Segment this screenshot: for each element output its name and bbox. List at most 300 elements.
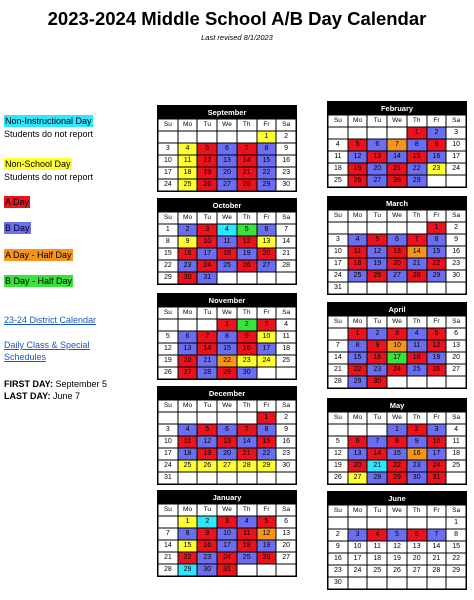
day-cell: 21 [197,355,217,367]
day-cell: 30 [276,460,296,472]
weekday-header: Mo [348,210,368,222]
weekday-header: Su [158,119,178,131]
day-cell: 5 [328,436,348,448]
day-cell: 25 [407,364,427,376]
day-cell: 12 [348,151,368,163]
day-cell: 27 [276,552,296,564]
day-cell: 1 [427,222,447,234]
day-cell: 9 [427,139,447,151]
day-cell: 14 [427,541,447,553]
day-cell: 12 [257,528,277,540]
weekday-header: We [217,400,237,412]
day-cell: 13 [348,448,368,460]
day-cell: 19 [197,167,217,179]
day-cell [178,472,198,484]
day-cell: 12 [328,448,348,460]
day-cell: 8 [257,424,277,436]
day-cell [276,564,296,576]
weekday-header: Th [237,307,257,319]
legend-non-instructional-sub: Students do not report [4,129,94,139]
legend-b-day-label: B Day [5,223,30,233]
day-cell: 10 [158,436,178,448]
legend-non-school-sub: Students do not report [4,172,94,182]
day-cell: 25 [217,260,237,272]
day-cell [237,564,257,576]
day-cell: 18 [178,167,198,179]
day-cell: 6 [367,139,387,151]
day-cell: 24 [197,260,217,272]
day-cell: 13 [367,151,387,163]
legend-b-half-label: B Day - Half Day [5,276,73,286]
day-cell: 14 [387,151,407,163]
day-cell: 23 [197,552,217,564]
day-cell: 14 [328,352,348,364]
day-cell: 17 [197,248,217,260]
day-cell [328,127,348,139]
day-cell [427,577,447,589]
day-cell: 24 [217,552,237,564]
month-june [327,491,467,590]
day-cell: 26 [257,552,277,564]
day-cell: 16 [178,248,198,260]
legend-non-instructional-label: Non-Instructional Day [5,116,92,126]
weekday-header: Su [158,400,178,412]
day-cell: 4 [178,424,198,436]
day-cell: 9 [446,234,466,246]
day-cell [158,319,178,331]
day-cell: 23 [237,355,257,367]
weekday-header: Th [407,505,427,517]
day-cell [237,472,257,484]
weekday-header: Th [237,504,257,516]
day-cell: 1 [217,319,237,331]
day-cell: 29 [257,179,277,191]
weekday-header: Mo [348,505,368,517]
day-cell: 26 [348,175,368,187]
day-cell: 3 [328,234,348,246]
weekday-header: Sa [446,505,466,517]
day-cell: 15 [387,448,407,460]
day-cell: 11 [217,236,237,248]
day-cell: 12 [367,246,387,258]
weekday-header: Th [407,115,427,127]
day-cell: 7 [237,143,257,155]
weekday-header: Th [407,412,427,424]
day-cell: 10 [328,246,348,258]
weekday-header: Mo [348,115,368,127]
day-cell: 25 [178,179,198,191]
day-cell: 31 [328,282,348,294]
day-cell: 9 [237,331,257,343]
day-cell: 30 [407,472,427,484]
month-title: June [328,492,466,505]
day-cell: 18 [348,258,368,270]
day-cell: 21 [237,167,257,179]
day-cell: 22 [407,163,427,175]
day-cell: 15 [427,246,447,258]
day-cell: 19 [328,460,348,472]
day-cell: 26 [387,565,407,577]
day-cell: 10 [427,436,447,448]
day-cell [427,517,447,529]
day-cell: 20 [217,448,237,460]
day-cell [217,272,237,284]
month-title: March [328,197,466,210]
day-cell: 4 [446,424,466,436]
day-cell [387,282,407,294]
day-cell: 8 [217,331,237,343]
day-cell: 28 [197,367,217,379]
day-cell [427,175,447,187]
month-grid [158,307,296,379]
day-cell: 2 [197,516,217,528]
day-cell: 17 [257,343,277,355]
weekday-header: Tu [197,212,217,224]
day-cell: 30 [367,376,387,388]
weekday-header: Su [158,307,178,319]
day-cell: 18 [446,448,466,460]
weekday-header: Mo [348,316,368,328]
day-cell: 8 [257,143,277,155]
last-day-value: June 7 [53,391,81,401]
day-cell: 4 [348,234,368,246]
day-cell: 28 [407,270,427,282]
day-cell: 10 [217,528,237,540]
day-cell: 11 [446,436,466,448]
day-cell [257,472,277,484]
weekday-header: Mo [178,212,198,224]
month-grid [158,212,296,284]
day-cell: 7 [197,331,217,343]
day-cell: 28 [237,460,257,472]
legend-non-school [4,158,93,182]
weekday-header: Mo [178,307,198,319]
day-cell: 23 [178,260,198,272]
day-cell: 15 [257,155,277,167]
revision-note: Last revised 8/1/2023 [201,33,273,42]
day-cell [276,367,296,379]
day-cell: 9 [407,436,427,448]
day-cell: 21 [328,364,348,376]
day-cell: 14 [197,343,217,355]
weekday-header: Su [158,504,178,516]
day-cell: 27 [367,175,387,187]
day-cell: 28 [328,376,348,388]
day-cell: 20 [387,258,407,270]
day-cell: 21 [387,163,407,175]
day-cell: 11 [276,331,296,343]
weekday-header: Fr [427,412,447,424]
month-october [157,198,297,285]
day-cell: 13 [407,541,427,553]
weekday-header: Mo [348,412,368,424]
month-december [157,386,297,485]
weekday-header: Mo [178,400,198,412]
day-cell: 18 [367,553,387,565]
day-cell: 21 [276,248,296,260]
day-cell: 25 [328,175,348,187]
day-cell: 31 [197,272,217,284]
weekday-header: Fr [257,504,277,516]
day-cell: 18 [217,248,237,260]
day-cell: 11 [178,155,198,167]
day-cell: 11 [348,246,368,258]
month-title: November [158,294,296,307]
day-cell: 8 [178,528,198,540]
day-cell: 25 [178,460,198,472]
month-march [327,196,467,295]
day-cell: 7 [407,234,427,246]
day-cell: 22 [257,167,277,179]
day-cell: 29 [217,367,237,379]
day-cell: 26 [367,270,387,282]
day-cell: 8 [427,234,447,246]
day-cell [257,564,277,576]
legend-b-day [4,222,31,234]
day-cell: 6 [387,234,407,246]
month-grid [158,119,296,191]
day-cell: 28 [387,175,407,187]
month-grid [158,400,296,484]
day-cell: 16 [367,352,387,364]
day-cell [158,131,178,143]
day-cell [427,282,447,294]
day-cell: 19 [158,355,178,367]
weekday-header: Sa [446,115,466,127]
weekday-header: We [387,115,407,127]
day-cell [348,127,368,139]
day-cell: 22 [158,260,178,272]
day-cell: 24 [387,364,407,376]
day-cell: 18 [328,163,348,175]
day-cell: 16 [197,540,217,552]
weekday-header: Tu [197,119,217,131]
day-cell: 5 [387,529,407,541]
weekday-header: Sa [446,316,466,328]
day-cell: 7 [237,424,257,436]
day-cell: 27 [217,460,237,472]
day-cell: 15 [446,541,466,553]
day-cell: 30 [276,179,296,191]
day-cell: 20 [257,248,277,260]
last-day-row: LAST DAY: June 7 [4,391,81,401]
day-cell: 29 [407,175,427,187]
day-cell: 1 [407,127,427,139]
day-cell: 14 [407,246,427,258]
day-cell: 1 [178,516,198,528]
day-cell: 8 [446,529,466,541]
weekday-header: Tu [197,400,217,412]
day-cell: 7 [367,436,387,448]
day-cell: 7 [387,139,407,151]
weekday-header: Th [407,316,427,328]
day-cell: 30 [328,577,348,589]
weekday-header: Mo [178,504,198,516]
day-cell: 5 [197,424,217,436]
day-cell: 4 [367,529,387,541]
day-cell: 17 [158,448,178,460]
day-cell: 6 [348,436,368,448]
day-cell: 11 [178,436,198,448]
month-grid [328,210,466,294]
day-cell: 9 [367,340,387,352]
day-cell: 3 [197,224,217,236]
day-cell [197,472,217,484]
day-cell: 20 [367,163,387,175]
weekday-header: Fr [427,115,447,127]
legend-a-day [4,196,30,208]
day-cell: 6 [217,143,237,155]
day-cell: 10 [446,139,466,151]
month-grid [158,504,296,576]
day-cell: 11 [367,541,387,553]
day-cell: 3 [158,143,178,155]
day-cell: 11 [407,340,427,352]
day-cell: 3 [257,319,277,331]
day-cell: 13 [257,236,277,248]
weekday-header: Sa [276,212,296,224]
weekday-header: We [217,212,237,224]
weekday-header: We [217,119,237,131]
day-cell: 28 [427,565,447,577]
legend-b-half [4,275,73,287]
day-cell: 7 [158,528,178,540]
day-cell: 27 [348,472,368,484]
month-title: October [158,199,296,212]
day-cell: 27 [217,179,237,191]
day-cell: 6 [446,328,466,340]
day-cell: 5 [348,139,368,151]
day-cell: 9 [276,143,296,155]
day-cell: 8 [407,139,427,151]
month-title: January [158,491,296,504]
day-cell: 29 [348,376,368,388]
day-cell: 10 [197,236,217,248]
day-cell: 3 [427,424,447,436]
day-cell: 26 [158,367,178,379]
weekday-header: Tu [197,504,217,516]
day-cell: 30 [178,272,198,284]
day-cell: 5 [367,234,387,246]
day-cell: 9 [197,528,217,540]
month-may [327,398,467,485]
day-cell [348,222,368,234]
day-cell: 23 [276,167,296,179]
day-cell: 17 [387,352,407,364]
day-cell: 22 [427,258,447,270]
day-cell: 16 [407,448,427,460]
daily-schedule-link-line1[interactable]: Daily Class & Special [4,340,90,350]
day-cell [158,516,178,528]
day-cell: 17 [427,448,447,460]
day-cell: 29 [387,472,407,484]
day-cell [427,376,447,388]
day-cell [387,222,407,234]
day-cell: 25 [237,552,257,564]
legend-non-instructional [4,115,93,139]
day-cell: 2 [276,412,296,424]
month-grid [328,316,466,388]
day-cell: 22 [178,552,198,564]
weekday-header: Tu [367,505,387,517]
day-cell [348,424,368,436]
day-cell [387,127,407,139]
day-cell: 14 [237,155,257,167]
daily-schedule-link-line2[interactable]: Schedules [4,352,47,362]
day-cell: 4 [328,139,348,151]
weekday-header: We [387,505,407,517]
weekday-header: Su [328,115,348,127]
day-cell: 9 [328,541,348,553]
day-cell: 21 [158,552,178,564]
day-cell [446,376,466,388]
day-cell: 29 [257,460,277,472]
day-cell [387,517,407,529]
day-cell: 23 [328,565,348,577]
day-cell: 29 [178,564,198,576]
day-cell: 20 [407,553,427,565]
day-cell: 5 [158,331,178,343]
day-cell: 15 [217,343,237,355]
month-title: September [158,106,296,119]
day-cell: 16 [446,246,466,258]
day-cell: 17 [158,167,178,179]
day-cell: 1 [257,412,277,424]
day-cell [197,319,217,331]
day-cell [367,127,387,139]
day-cell: 13 [217,155,237,167]
day-cell [348,517,368,529]
day-cell: 23 [407,460,427,472]
day-cell [257,367,277,379]
day-cell: 10 [387,340,407,352]
day-cell: 27 [407,565,427,577]
day-cell: 12 [427,340,447,352]
day-cell: 5 [197,143,217,155]
day-cell: 8 [348,340,368,352]
day-cell: 24 [427,460,447,472]
first-day-row: FIRST DAY: September 5 [4,379,108,389]
day-cell: 10 [158,155,178,167]
day-cell: 11 [237,528,257,540]
day-cell: 2 [407,424,427,436]
day-cell: 12 [387,541,407,553]
day-cell: 3 [348,529,368,541]
district-calendar-link[interactable]: 23-24 District Calendar [4,315,97,325]
day-cell: 10 [257,331,277,343]
daily-schedule-link[interactable] [4,339,90,363]
day-cell: 31 [217,564,237,576]
month-january [157,490,297,577]
day-cell: 7 [276,224,296,236]
day-cell: 20 [446,352,466,364]
day-cell: 17 [446,151,466,163]
day-cell: 21 [427,553,447,565]
day-cell: 6 [276,516,296,528]
day-cell: 24 [348,565,368,577]
day-cell [407,517,427,529]
day-cell: 26 [197,460,217,472]
day-cell: 24 [158,179,178,191]
day-cell: 22 [446,553,466,565]
day-cell [197,412,217,424]
day-cell: 16 [276,155,296,167]
weekday-header: Sa [276,504,296,516]
day-cell: 16 [328,553,348,565]
day-cell: 12 [237,236,257,248]
day-cell: 15 [178,540,198,552]
day-cell: 22 [217,355,237,367]
